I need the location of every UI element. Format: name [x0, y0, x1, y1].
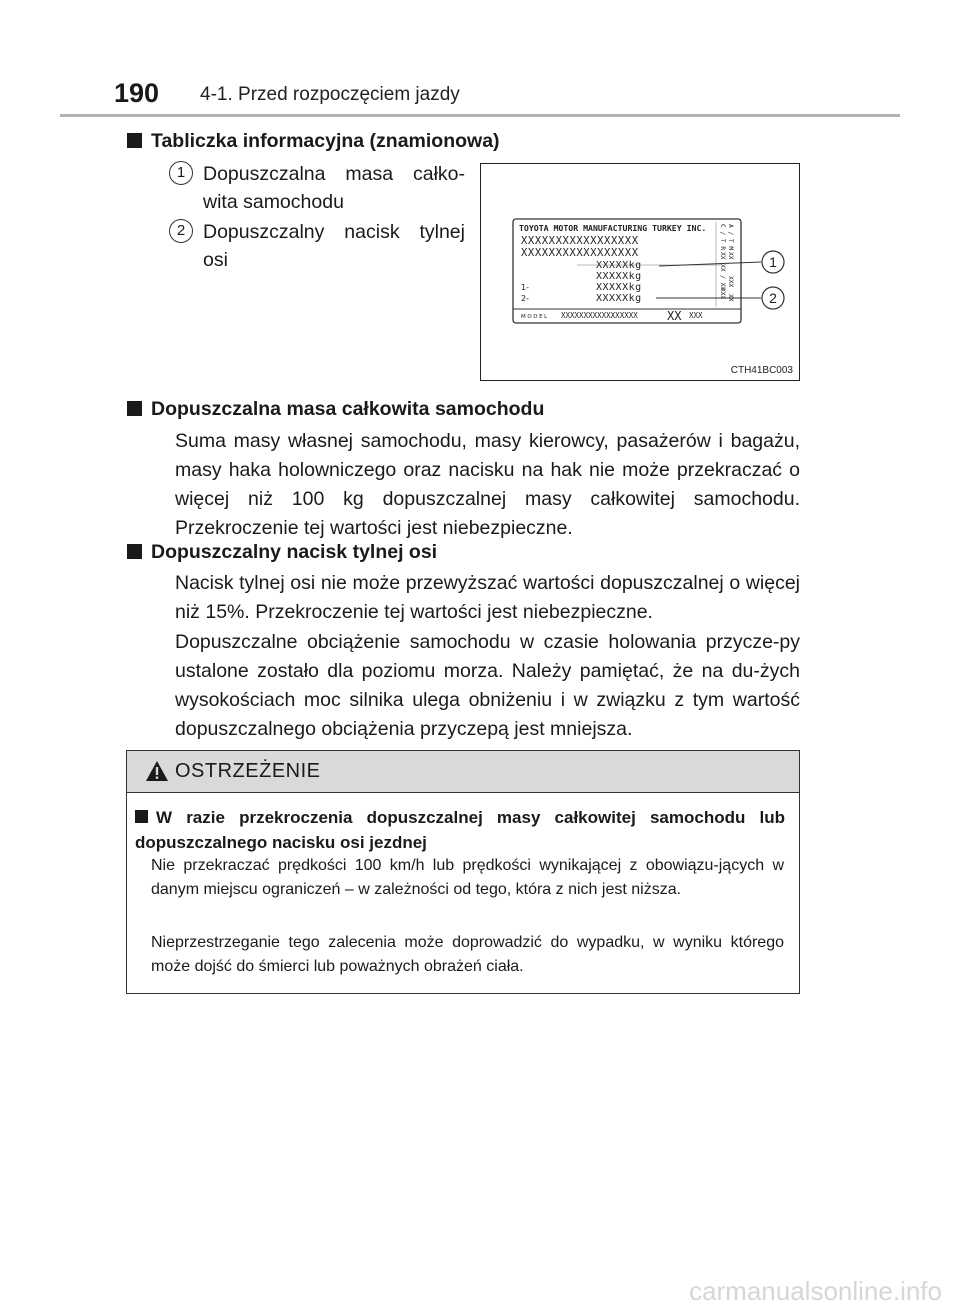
rear-axle-paragraph-1: Nacisk tylnej osi nie może przewyższać wartości dopuszczalnej o więcej niż 15%. Przekroczenie tej wartości jest niebezpieczne. [175, 572, 800, 623]
plate-side-value-2: XX [727, 252, 734, 260]
section-heading-gross-weight: Dopuszczalna masa całkowita samochodu [127, 398, 544, 421]
plate-side-value-6: XX [727, 294, 734, 302]
plate-placeholder-1: XXXXXXXXXXXXXXXXX [521, 235, 639, 247]
bullet-square-icon [127, 544, 142, 559]
section-heading-rear-axle: Dopuszczalny nacisk tylnej osi [127, 541, 437, 564]
plate-side-label-2: A / T M [727, 224, 734, 251]
plate-weight-3: XXXXXkg [596, 282, 642, 293]
plate-side-value-4: XXX [727, 276, 734, 288]
bullet-square-icon [135, 810, 148, 823]
plate-axle-label-2: 2- [521, 294, 529, 303]
warning-triangle-icon [145, 760, 169, 782]
plate-weight-2: XXXXXkg [596, 271, 642, 282]
page-number: 190 [114, 78, 160, 108]
figure-code: CTH41BC003 [730, 365, 793, 376]
legend-number-1: 1 [169, 161, 193, 185]
nameplate-figure [480, 163, 800, 381]
bullet-square-icon [127, 401, 142, 416]
warning-box [126, 750, 800, 994]
watermark: carmanualsonline.info [689, 1276, 942, 1306]
plate-model-xx: XX [667, 309, 682, 323]
plate-model-value: XXXXXXXXXXXXXXXXX [561, 311, 638, 320]
callout-number-2: 2 [769, 290, 777, 306]
callout-number-1: 1 [769, 254, 777, 270]
plate-model-label: MODEL [521, 314, 549, 320]
plate-side-label-1: C / T R [719, 224, 726, 251]
plate-weight-4: XXXXXkg [596, 293, 642, 304]
chapter-title: 4-1. Przed rozpoczęciem jazdy [200, 84, 460, 105]
plate-axle-label-1: 1- [521, 283, 529, 292]
plate-model-suffix: XXX [689, 311, 703, 320]
plate-title: TOYOTA MOTOR MANUFACTURING TURKEY INC. [519, 223, 707, 233]
plate-placeholder-2: XXXXXXXXXXXXXXXXX [521, 247, 639, 259]
plate-side-value-1: XX [719, 252, 726, 260]
legend-number-2: 2 [169, 219, 193, 243]
rear-axle-paragraph-2: Dopuszczalne obciążenie samochodu w czasie holowania przycze-py ustalone zostało dla poziomu morza. Należy pamiętać, że na du-żych wysokościach moc silnika ulega obniżeniu i w związku z tym wartość dopuszczalnego obciążenia przyczepą jest mniejsza. [175, 631, 800, 740]
plate-side-value-5: XXX [719, 288, 726, 300]
gross-weight-paragraph: Suma masy własnej samochodu, masy kierowcy, pasażerów i bagażu, masy haka holowniczego oraz nacisku na hak nie może przekraczać o więcej niż 100 kg dopuszczalnej masy całkowitej samochodu. Przekroczenie tej wartości jest niebezpieczne. [175, 430, 800, 539]
nameplate-illustration [481, 164, 798, 379]
legend-item-1: Dopuszczalna masa całko-wita samochodu [203, 163, 465, 213]
plate-weight-1: XXXXXkg [596, 260, 642, 271]
section-heading-nameplate: Tabliczka informacyjna (znamionowa) [127, 130, 500, 153]
warning-header [127, 751, 799, 793]
legend-item-2: Dopuszczalny nacisk tylnej osi [203, 221, 465, 271]
bullet-square-icon [127, 133, 142, 148]
warning-subheading: W razie przekroczenia dopuszczalnej masy całkowitej samochodu lub dopuszczalnego nacisku osi jezdnej [135, 808, 785, 852]
warning-paragraph-2: Nieprzestrzeganie tego zalecenia może doprowadzić do wypadku, w wyniku którego może dojść do śmierci lub poważnych obrażeń ciała. [151, 934, 784, 975]
plate-side-value-3: XX / XX [719, 264, 726, 291]
warning-title: OSTRZEŻENIE [175, 760, 321, 782]
header-divider [60, 114, 900, 117]
warning-paragraph-1: Nie przekraczać prędkości 100 km/h lub prędkości wynikającej z obowiązu-jących w danym miejscu ograniczeń – w zależności od tego, która z nich jest niższa. [151, 857, 784, 898]
